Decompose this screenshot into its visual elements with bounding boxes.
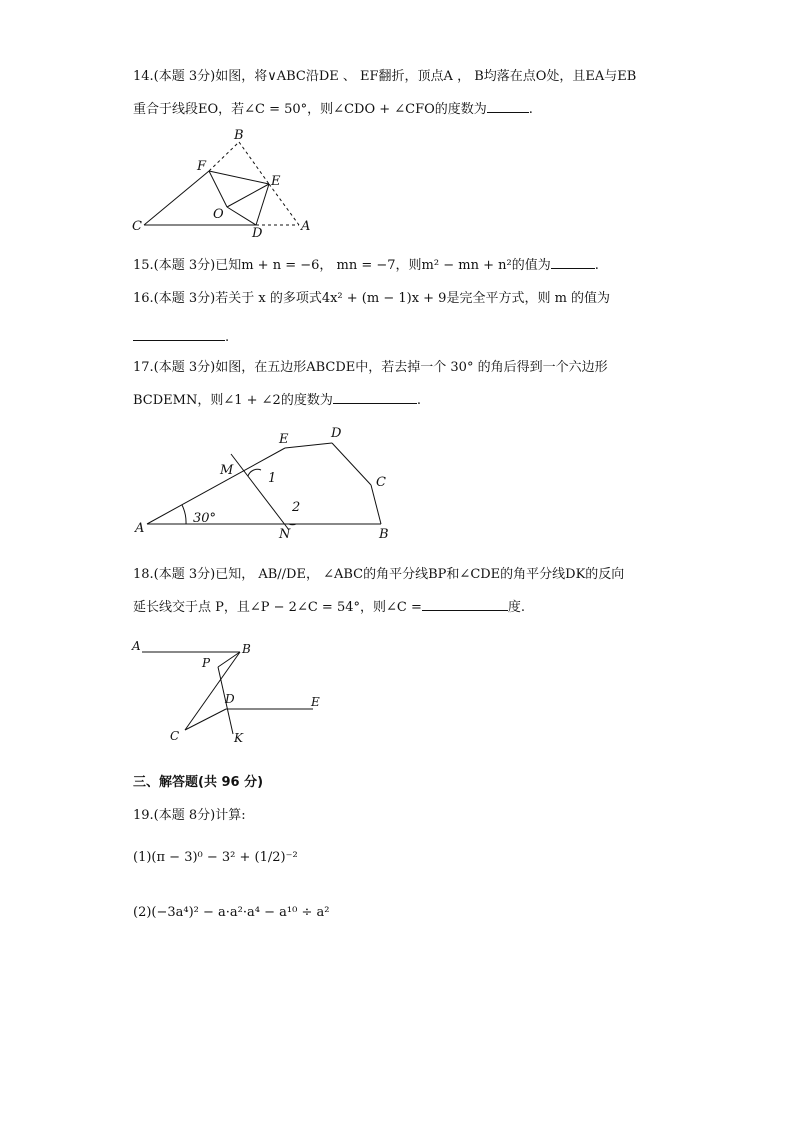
segment-DC (332, 443, 371, 485)
segment-ED (285, 443, 332, 448)
label-C: C (376, 475, 386, 490)
label-B: B (234, 128, 244, 143)
segment-FO (209, 171, 227, 207)
q14-line2: 重合于线段EO，若∠C = 50°，则∠CDO + ∠CFO的度数为 . (133, 98, 533, 120)
label-1: 1 (268, 471, 277, 486)
answer-blank[interactable] (551, 254, 595, 269)
label-E: E (279, 432, 289, 447)
label-B: B (379, 527, 389, 542)
answer-blank[interactable] (133, 326, 225, 341)
q19-title: 19.(本题 8分)计算: (133, 808, 246, 823)
dashed-EA (269, 184, 299, 225)
figure-17 (133, 424, 403, 550)
q15-line: 15.(本题 3分)已知m + n = −6， mn = −7，则m² − mn + n²的值为 . (133, 254, 599, 276)
segment-BP (218, 652, 240, 667)
segment-FE (209, 171, 269, 184)
segment-BC (185, 652, 240, 730)
q17-line2: BCDEMN，则∠1 + ∠2的度数为 . (133, 389, 421, 411)
label-D: D (252, 226, 263, 238)
q18-line2: 延长线交于点 P，且∠P − 2∠C = 54°，则∠C = 度. (133, 596, 525, 618)
label-C: C (170, 729, 180, 743)
label-O: O (213, 207, 224, 222)
q19-part1: (1)(π − 3)⁰ − 3² + (1/2)⁻² (133, 850, 298, 865)
label-K: K (234, 731, 243, 745)
label-N: N (279, 527, 291, 542)
line-MN (231, 454, 289, 530)
label-A: A (301, 219, 311, 234)
label-F: F (197, 159, 207, 174)
label-B: B (242, 642, 251, 656)
section-title: 三、解答题(共 96 分) (133, 775, 264, 790)
label-P: P (202, 656, 211, 670)
q17-line1: 17.(本题 3分)如图，在五边形ABCDE中，若去掉一个 30° 的角后得到一个六边形 (133, 360, 608, 375)
segment-CD (185, 709, 226, 730)
label-C: C (132, 219, 142, 234)
label-D: D (331, 426, 342, 441)
answer-blank[interactable] (333, 389, 417, 404)
segment-OD (227, 207, 256, 225)
label-A: A (132, 639, 141, 653)
q14-line1: 14.(本题 3分)如图，将∨ABC沿DE 、 EF翻折，顶点A ， B均落在点O处，且EA与EB (133, 69, 637, 84)
answer-blank[interactable] (487, 98, 529, 113)
dashed-FB (209, 142, 239, 171)
label-A: A (135, 521, 145, 536)
figure-18 (128, 632, 328, 754)
label-D: D (225, 692, 235, 706)
q16-line2: . (133, 326, 229, 348)
q16-line: 16.(本题 3分)若关于 x 的多项式4x² + (m − 1)x + 9是完全平方式，则 m 的值为 (133, 291, 611, 306)
label-M: M (220, 463, 234, 478)
angle-1-arc (248, 469, 261, 476)
segment-CF (144, 171, 209, 225)
q18-line1: 18.(本题 3分)已知， AB//DE， ∠ABC的角平分线BP和∠CDE的角平分线DK的反向 (133, 567, 625, 582)
answer-blank[interactable] (422, 596, 508, 611)
label-2: 2 (292, 500, 301, 515)
label-E: E (271, 174, 281, 189)
q19-part2: (2)(−3a⁴)² − a·a²·a⁴ − a¹⁰ ÷ a² (133, 905, 330, 920)
segment-CB (371, 485, 381, 524)
label-30-degree: 30° (193, 511, 217, 526)
dashed-BE (239, 142, 269, 184)
angle-A-arc (182, 505, 186, 524)
figure-14 (128, 126, 318, 242)
label-E: E (311, 695, 320, 709)
